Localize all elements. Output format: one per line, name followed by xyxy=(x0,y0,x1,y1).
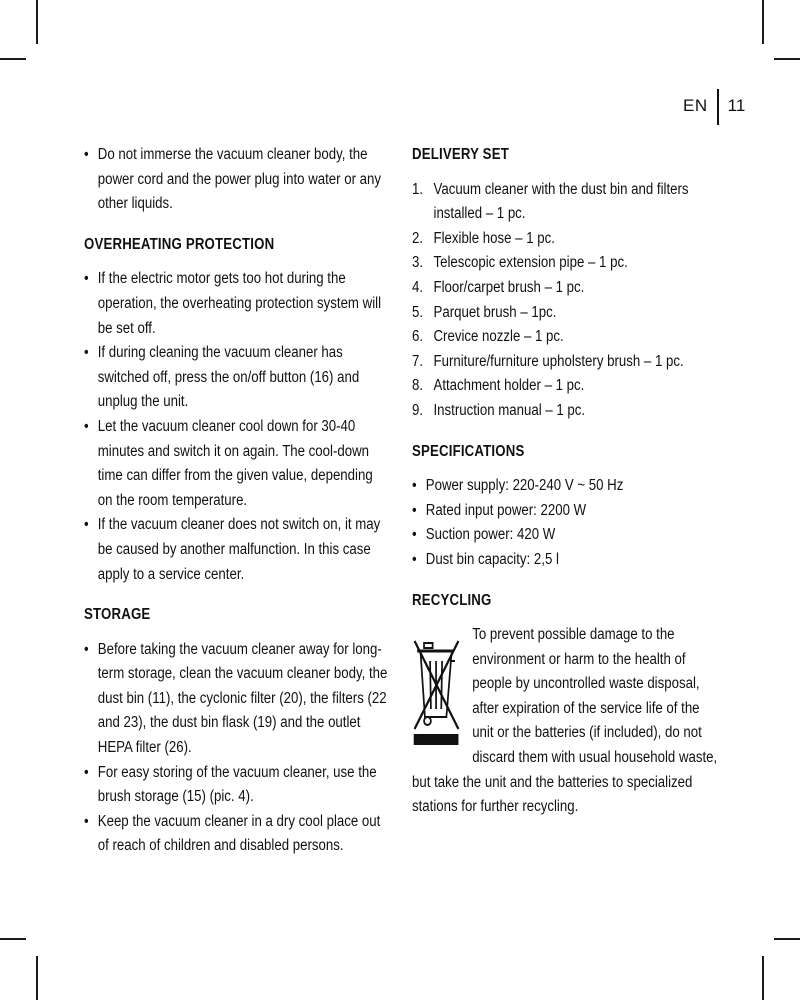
recycling-block xyxy=(412,623,721,820)
language-code: EN xyxy=(683,96,708,115)
item-number: 3. xyxy=(412,254,424,272)
crop-mark-bottom-left-horizontal xyxy=(0,938,26,940)
list-item xyxy=(412,276,721,301)
specifications-list xyxy=(412,474,721,572)
item-number: 7. xyxy=(412,352,424,370)
header-divider xyxy=(717,89,719,125)
left-column xyxy=(84,143,389,859)
list-item: • Before taking the vacuum cleaner away for long-term storage, clean the vacuum cleaner body, the dust bin (11), the cyclonic filter (20), the filters (22 and 23), the dust bin flask (19) and the outlet HEPA filter (26). xyxy=(84,638,388,761)
item-number: 6. xyxy=(412,328,424,346)
list-item: • Keep the vacuum cleaner in a dry cool place out of reach of children and disabled persons. xyxy=(84,810,388,859)
list-item: • Dust bin capacity: 2,5 l xyxy=(412,548,721,573)
page-number: 11 xyxy=(727,96,746,115)
item-text: Furniture/furniture upholstery brush – 1 pc. xyxy=(433,352,684,370)
item-text: Attachment holder – 1 pc. xyxy=(433,377,585,395)
list-item: • Do not immerse the vacuum cleaner body, the power cord and the power plug into water or any other liquids. xyxy=(84,143,388,217)
page-header xyxy=(683,88,745,124)
item-number: 1. xyxy=(412,180,424,198)
list-item: • Let the vacuum cleaner cool down for 30-40 minutes and switch it on again. The cool-down time can differ from the given value, depending on the room temperature. xyxy=(84,415,388,513)
list-item xyxy=(412,399,721,424)
list-item: • If the electric motor gets too hot during the operation, the overheating protection system will be set off. xyxy=(84,267,388,341)
recycling-text: To prevent possible damage to the environment or harm to the health of people by uncontrolled waste disposal, after expiration of the service life of the unit or the batteries (if included), do not discard them with usual household waste, but take the unit and the batteries to specialized stations for further recycling. xyxy=(412,626,718,816)
crop-mark-top-left-horizontal xyxy=(0,58,26,60)
item-text: Crevice nozzle – 1 pc. xyxy=(433,328,564,346)
list-item xyxy=(412,374,721,399)
section-title-overheating: OVERHEATING PROTECTION xyxy=(84,235,275,253)
section-title-specifications: SPECIFICATIONS xyxy=(412,442,525,460)
crop-mark-bottom-right-vertical xyxy=(762,956,764,1000)
crop-mark-top-right-vertical xyxy=(762,0,764,44)
item-text: Floor/carpet brush – 1 pc. xyxy=(433,278,585,296)
item-number: 5. xyxy=(412,303,424,321)
intro-bullet-list xyxy=(84,143,388,217)
list-item xyxy=(412,325,721,350)
section-title-delivery-set: DELIVERY SET xyxy=(412,146,509,163)
item-number: 2. xyxy=(412,229,424,247)
section-title-storage: STORAGE xyxy=(84,606,151,624)
list-item: • Suction power: 420 W xyxy=(412,523,721,548)
item-text: Vacuum cleaner with the dust bin and filters installed – 1 pc. xyxy=(433,180,689,223)
list-item xyxy=(412,301,721,326)
crop-mark-bottom-left-vertical xyxy=(36,956,38,1000)
list-item: • If during cleaning the vacuum cleaner has switched off, press the on/off button (16) and unplug the unit. xyxy=(84,341,388,415)
section-title-recycling: RECYCLING xyxy=(412,591,492,609)
crop-mark-top-right-horizontal xyxy=(774,58,800,60)
item-text: Flexible hose – 1 pc. xyxy=(433,229,555,247)
list-item xyxy=(412,227,721,252)
item-text: Parquet brush – 1pc. xyxy=(433,303,557,321)
list-item: • Power supply: 220-240 V ~ 50 Hz xyxy=(412,474,721,499)
crop-mark-top-left-vertical xyxy=(36,0,38,44)
crop-mark-bottom-right-horizontal xyxy=(774,938,800,940)
right-column xyxy=(412,143,722,820)
list-item xyxy=(412,178,721,227)
item-text: Telescopic extension pipe – 1 pc. xyxy=(433,254,628,272)
list-item: • If the vacuum cleaner does not switch on, it may be caused by another malfunction. In this case apply to a service center. xyxy=(84,513,388,587)
item-number: 4. xyxy=(412,278,424,296)
overheating-bullet-list xyxy=(84,267,388,587)
delivery-set-list xyxy=(412,178,721,424)
list-item xyxy=(412,251,721,276)
item-number: 9. xyxy=(412,401,424,419)
item-text: Instruction manual – 1 pc. xyxy=(433,401,586,419)
item-number: 8. xyxy=(412,377,424,395)
crossed-out-wheelie-bin-icon xyxy=(412,629,462,749)
list-item: • Rated input power: 2200 W xyxy=(412,499,721,524)
list-item: • For easy storing of the vacuum cleaner, use the brush storage (15) (pic. 4). xyxy=(84,761,388,810)
list-item xyxy=(412,350,721,375)
storage-bullet-list xyxy=(84,638,388,859)
